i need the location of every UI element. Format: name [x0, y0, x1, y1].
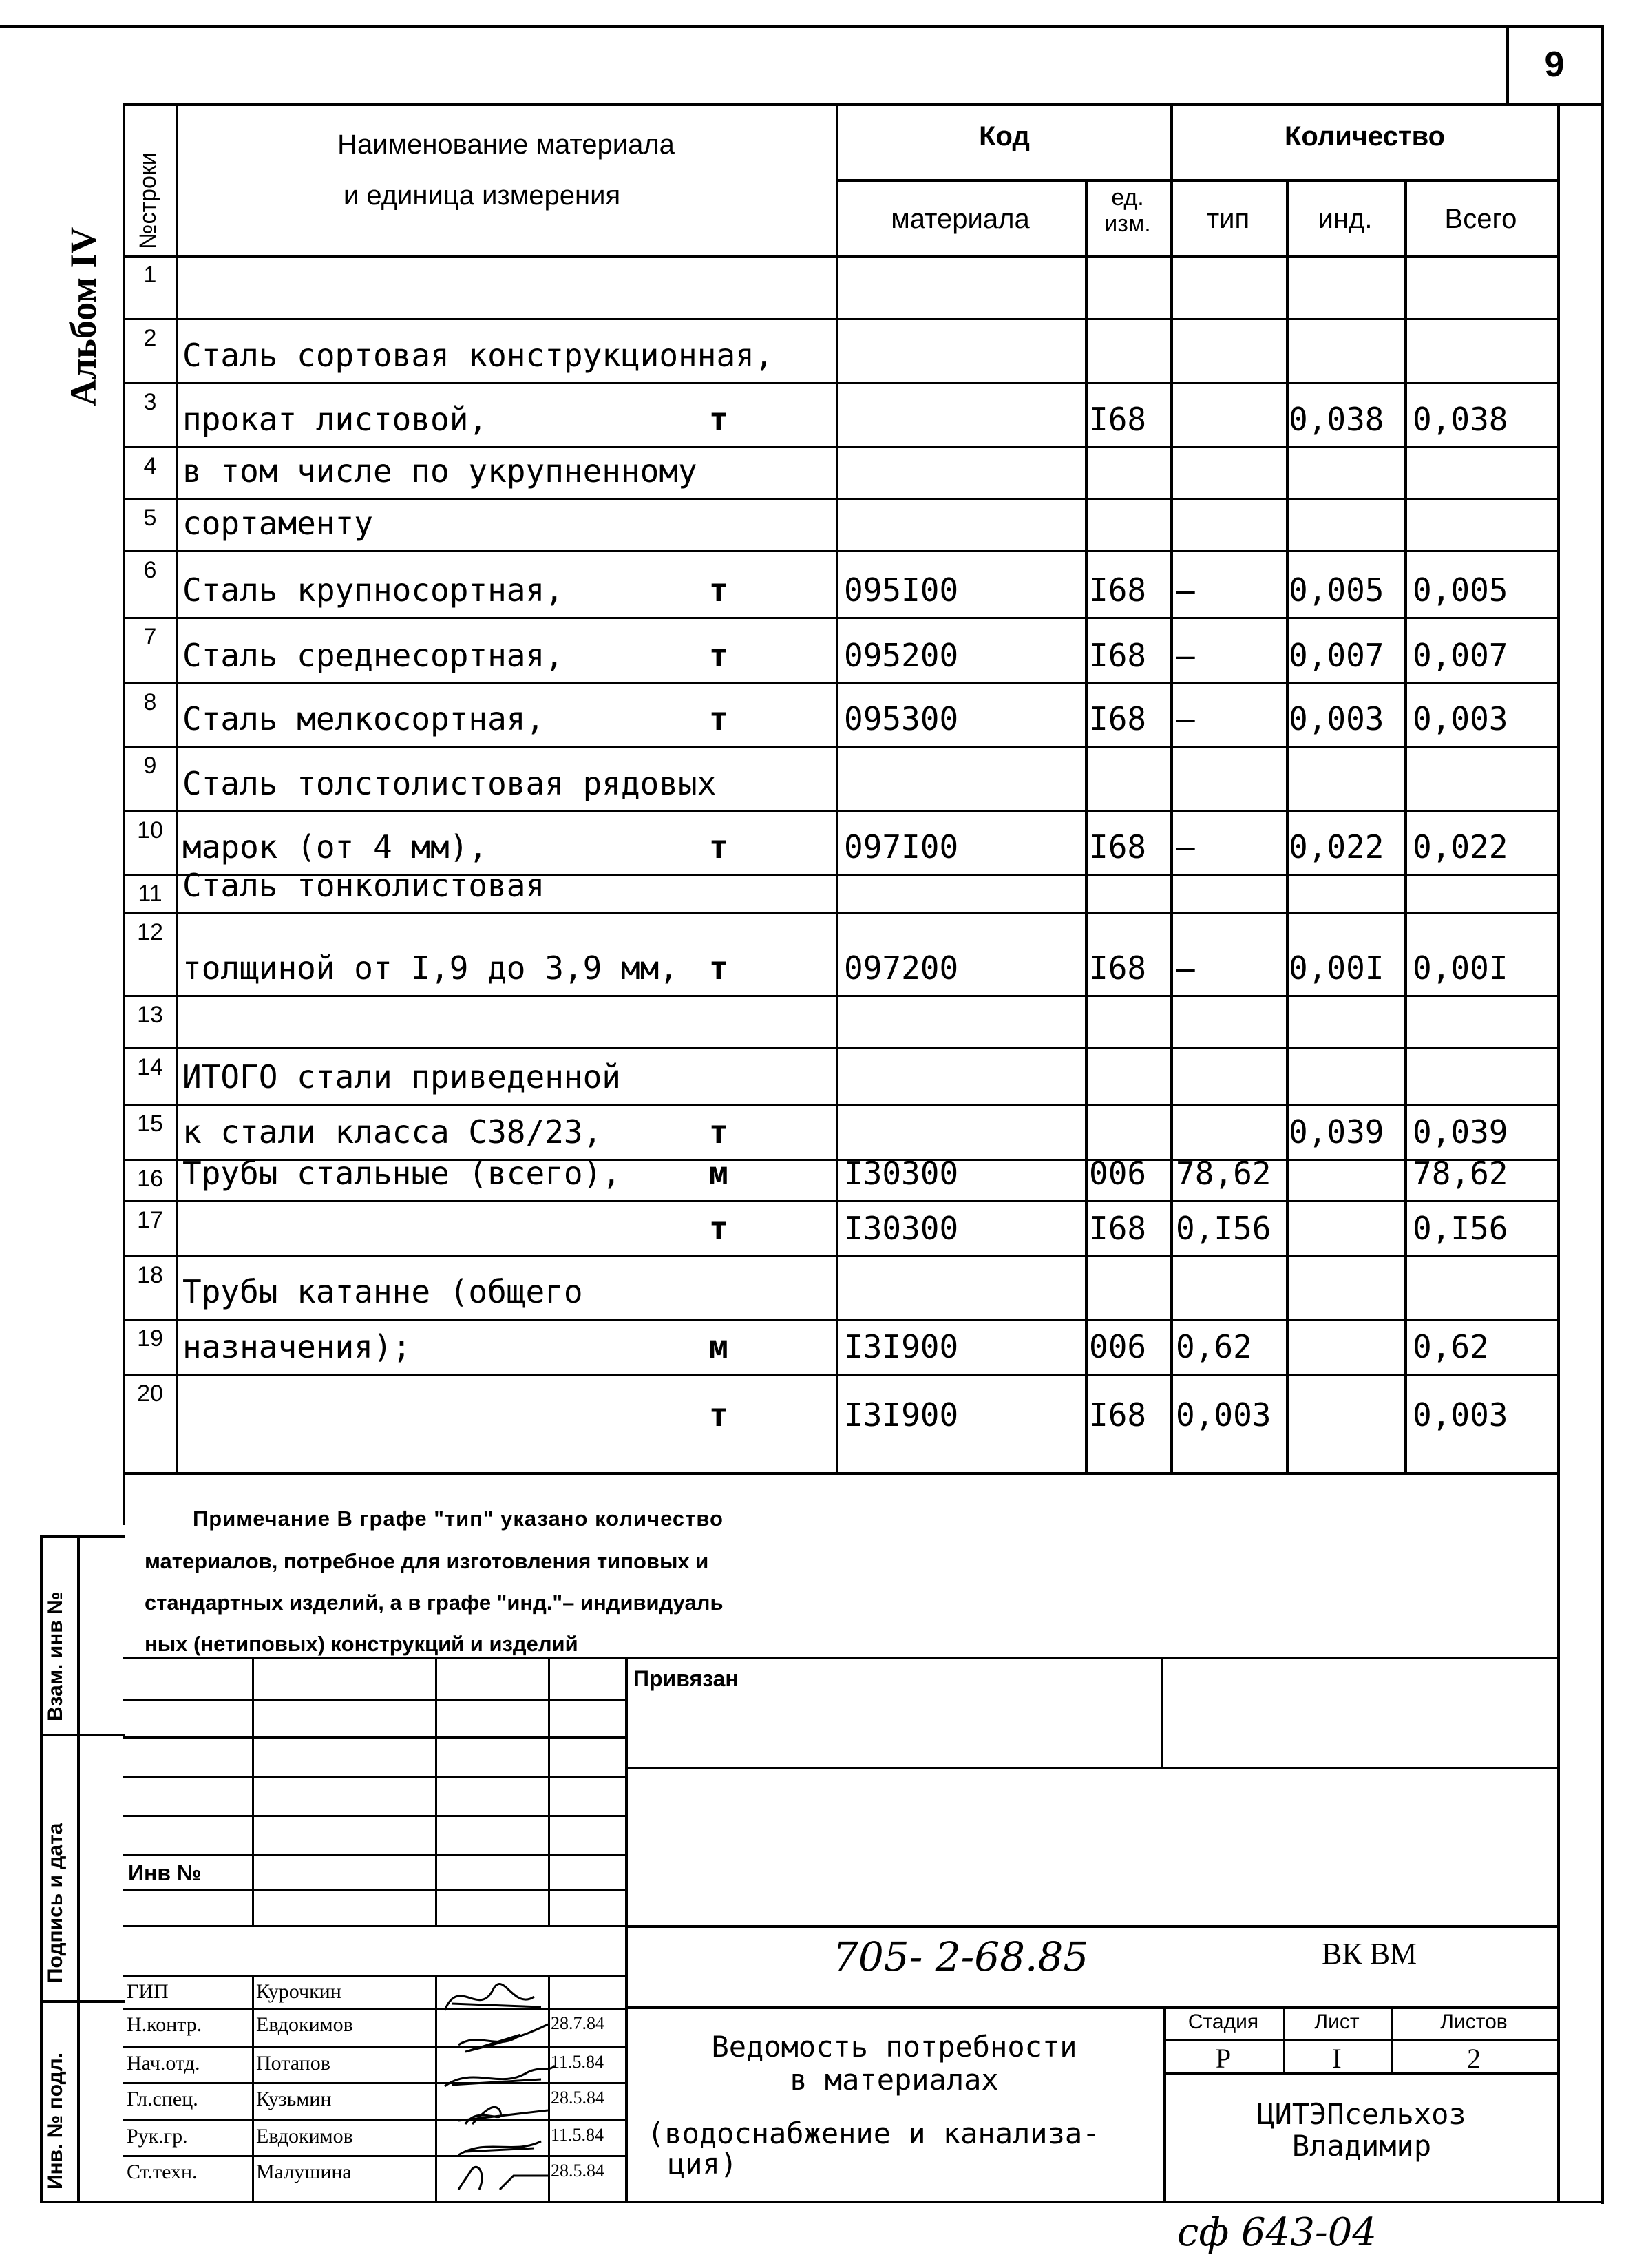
- staff-name: Курочкин: [256, 1980, 341, 2003]
- staff-date: 11.5.84: [551, 2052, 604, 2072]
- row-code: I30300: [844, 1210, 959, 1247]
- row-type: 0,I56: [1176, 1210, 1271, 1247]
- row-total: 0,038: [1413, 401, 1508, 438]
- document-title-line3: (водоснабжение и канализа-: [647, 2117, 1100, 2150]
- stamp-h-5: [123, 1854, 625, 1856]
- row-unit: 006: [1089, 1155, 1147, 1192]
- row-divider: [123, 617, 1560, 619]
- stamp-top: [123, 1657, 1560, 1659]
- row-name: Сталь мелкосортная,: [182, 700, 545, 737]
- header-quantity: Количество: [1284, 121, 1446, 151]
- row-unit-letter: м: [709, 1155, 728, 1192]
- row-unit-letter: м: [709, 1328, 728, 1365]
- row-divider: [123, 810, 1560, 812]
- row-unit: I68: [1089, 700, 1147, 737]
- row-divider: [123, 1319, 1560, 1321]
- stamp-h-4: [123, 1815, 625, 1817]
- note-line2: материалов, потребное для изготовления типовых и: [145, 1549, 709, 1573]
- col-divider-name: [176, 103, 178, 1473]
- margin-col-mid: [77, 1535, 80, 2203]
- row-unit: I68: [1089, 637, 1147, 674]
- row-divider: [123, 318, 1560, 320]
- row-number: 4: [143, 453, 157, 479]
- table-border-right: [1557, 103, 1560, 1473]
- header-name-line1: Наименование материала: [337, 129, 675, 160]
- staff-name: Евдокимов: [256, 2013, 353, 2036]
- row-ind: 0,022: [1289, 828, 1384, 865]
- header-total: Всего: [1444, 204, 1517, 234]
- row-unit: I68: [1089, 828, 1147, 865]
- sheet-label: Лист: [1314, 2010, 1360, 2033]
- row-number: 6: [143, 557, 157, 583]
- document-title-line1: Ведомость потребности: [711, 2030, 1077, 2064]
- row-divider: [123, 446, 1560, 448]
- page-top-border: [0, 25, 1604, 28]
- stamp-h-docnum: [625, 1925, 1560, 1928]
- row-number: 10: [137, 817, 163, 843]
- row-divider: [123, 995, 1560, 997]
- row-divider: [123, 682, 1560, 684]
- note-line3: стандартных изделий, а в графе "инд."– индивидуаль: [145, 1590, 724, 1615]
- note-line1: Примечание В графе "тип" указано количество: [193, 1506, 724, 1531]
- row-unit-letter: т: [709, 637, 728, 674]
- row-divider: [123, 1255, 1560, 1257]
- privyazan-label: Привязан: [633, 1666, 739, 1691]
- row-total: 0,003: [1413, 1396, 1508, 1434]
- staff-name: Евдокимов: [256, 2125, 353, 2148]
- header-name-line2: и единица измерения: [343, 180, 621, 211]
- organization-line1: ЦИТЭПсельхоз: [1257, 2097, 1466, 2131]
- row-number: 17: [137, 1207, 163, 1233]
- stamp-v-main: [625, 1657, 628, 2202]
- row-unit-letter: т: [709, 401, 728, 438]
- staff-role: Гл.спец.: [127, 2088, 198, 2110]
- sheets-value: 2: [1467, 2043, 1481, 2074]
- row-type: –: [1176, 828, 1195, 865]
- margin-label-vzam: Взам. инв №: [44, 1591, 67, 1721]
- row-total: 0,039: [1413, 1113, 1508, 1151]
- row-divider: [123, 550, 1560, 552]
- margin-div-1: [40, 1734, 125, 1736]
- handwritten-footer: сф 643-04: [1177, 2210, 1377, 2255]
- row-name: к стали класса С38/23,: [182, 1113, 602, 1151]
- row-ind: 0,038: [1289, 401, 1384, 438]
- row-unit: I68: [1089, 571, 1147, 609]
- staff-name: Потапов: [256, 2052, 330, 2075]
- row-divider: [123, 1200, 1560, 1202]
- header-subdivider: [836, 179, 1560, 182]
- row-unit: 006: [1089, 1328, 1147, 1365]
- col-divider-code: [836, 103, 838, 1473]
- row-name: Сталь среднесортная,: [182, 637, 564, 674]
- row-name: Трубы катанне (общего: [182, 1273, 583, 1310]
- row-unit-letter: т: [709, 700, 728, 737]
- organization-line2: Владимир: [1291, 2129, 1432, 2163]
- row-unit: I68: [1089, 949, 1147, 987]
- row-divider: [123, 1374, 1560, 1376]
- staff-name: Кузьмин: [256, 2088, 332, 2110]
- row-unit: I68: [1089, 1396, 1147, 1434]
- margin-label-signature: Подпись и дата: [44, 1823, 67, 1983]
- row-ind: 0,007: [1289, 637, 1384, 674]
- header-bottom: [123, 255, 1560, 258]
- row-code: I3I900: [844, 1328, 959, 1365]
- header-material: материала: [891, 204, 1030, 234]
- col-divider-unit: [1085, 179, 1088, 1473]
- sheet-value: I: [1332, 2043, 1342, 2074]
- row-type: 78,62: [1176, 1155, 1271, 1192]
- row-number: 13: [137, 1002, 163, 1028]
- album-label: Альбом IV: [63, 227, 104, 406]
- staff-role: ГИП: [127, 1980, 169, 2003]
- row-code: I3I900: [844, 1396, 959, 1434]
- row-number: 20: [137, 1380, 163, 1407]
- row-unit: I68: [1089, 1210, 1147, 1247]
- staff-name: Малушина: [256, 2161, 352, 2183]
- margin-label-inv: Инв. № подл.: [44, 2052, 67, 2190]
- row-ind: 0,039: [1289, 1113, 1384, 1151]
- note-line4: ных (нетиповых) конструкций и изделий: [145, 1632, 578, 1656]
- row-name: в том числе по укрупненному: [182, 452, 697, 490]
- row-name: марок (от 4 мм),: [182, 828, 488, 865]
- row-divider: [123, 1104, 1560, 1106]
- row-number: 5: [143, 505, 157, 531]
- stamp-h-stage-1: [1163, 2039, 1560, 2041]
- row-divider: [123, 746, 1560, 748]
- row-name: Трубы стальные (всего),: [182, 1155, 621, 1192]
- row-divider: [123, 382, 1560, 384]
- row-name: Сталь сортовая конструкционная,: [182, 337, 774, 374]
- stamp-h-6: [123, 1889, 625, 1891]
- header-code: Код: [979, 121, 1030, 151]
- row-type: –: [1176, 571, 1195, 609]
- row-total: 0,00I: [1413, 949, 1508, 987]
- staff-date: 28.7.84: [551, 2013, 604, 2033]
- stamp-h-privyazan: [625, 1767, 1560, 1769]
- row-unit-letter: т: [709, 949, 728, 987]
- stamp-v-date: [548, 1657, 550, 1925]
- row-divider: [123, 912, 1560, 914]
- inv-no-label: Инв №: [128, 1860, 202, 1885]
- header-ind: инд.: [1318, 204, 1373, 234]
- page-right-border: [1601, 25, 1604, 2204]
- header-row-number: №строки: [135, 152, 161, 249]
- table-border-left: [123, 103, 125, 1525]
- row-code: I30300: [844, 1155, 959, 1192]
- document-title-line4: ция): [668, 2147, 738, 2181]
- row-number: 3: [143, 389, 157, 415]
- header-unit: ед. изм.: [1104, 185, 1151, 237]
- row-number: 1: [143, 262, 157, 288]
- row-divider: [123, 1047, 1560, 1049]
- row-name: назначения);: [182, 1328, 412, 1365]
- stage-label: Стадия: [1187, 2010, 1259, 2033]
- document-title-line2: в материалах: [790, 2063, 999, 2097]
- staff-role: Нач.отд.: [127, 2052, 200, 2075]
- row-code: 095I00: [844, 571, 959, 609]
- row-type: –: [1176, 637, 1195, 674]
- header-type: тип: [1206, 204, 1250, 234]
- stage-value: Р: [1215, 2043, 1232, 2074]
- row-total: 0,022: [1413, 828, 1508, 865]
- table-top: [123, 103, 1560, 106]
- row-number: 11: [138, 881, 162, 907]
- page-number: 9: [1544, 45, 1565, 85]
- row-total: 0,I56: [1413, 1210, 1508, 1247]
- stamp-right: [1557, 1472, 1560, 2203]
- document-number: 705- 2-68.85: [833, 1933, 1089, 1980]
- row-total: 0,007: [1413, 637, 1508, 674]
- staff-role: Рук.гр.: [127, 2125, 188, 2148]
- staff-role: Ст.техн.: [127, 2161, 198, 2183]
- margin-col-left: [40, 1535, 43, 2203]
- row-unit: I68: [1089, 401, 1147, 438]
- table-bottom: [123, 1472, 1560, 1475]
- row-type: –: [1176, 949, 1195, 987]
- row-ind: 0,003: [1289, 700, 1384, 737]
- row-number: 7: [143, 624, 157, 650]
- row-unit-letter: т: [709, 828, 728, 865]
- row-name: Сталь крупносортная,: [182, 571, 564, 609]
- row-code: 097I00: [844, 828, 959, 865]
- row-code: 095300: [844, 700, 959, 737]
- row-number: 14: [137, 1054, 163, 1080]
- row-unit-letter: т: [709, 1113, 728, 1151]
- sheets-label: Листов: [1440, 2010, 1508, 2033]
- stamp-h-title: [625, 2006, 1560, 2009]
- row-name: Сталь толстолистовая рядовых: [182, 765, 717, 802]
- row-name: толщиной от I,9 до 3,9 мм,: [182, 949, 679, 987]
- row-total: 78,62: [1413, 1155, 1508, 1192]
- row-ind: 0,00I: [1289, 949, 1384, 987]
- staff-role: Н.контр.: [127, 2013, 202, 2036]
- row-total: 0,003: [1413, 700, 1508, 737]
- margin-top: [40, 1535, 125, 1538]
- row-type: –: [1176, 700, 1195, 737]
- stamp-v-sign: [435, 1657, 437, 1925]
- col-divider-total: [1404, 179, 1407, 1473]
- stamp-h-3: [123, 1776, 625, 1778]
- document-code: ВК ВМ: [1322, 1937, 1417, 1971]
- stamp-h-2: [123, 1736, 625, 1739]
- row-unit-letter: т: [709, 1210, 728, 1247]
- row-number: 19: [137, 1325, 163, 1352]
- row-unit-letter: т: [709, 571, 728, 609]
- row-name: ИТОГО стали приведенной: [182, 1058, 621, 1095]
- row-type: 0,003: [1176, 1396, 1271, 1434]
- row-name: Сталь тонколистовая: [182, 867, 545, 904]
- stamp-v-name: [252, 1657, 254, 1925]
- staff-date: 28.5.84: [551, 2161, 604, 2181]
- row-number: 12: [137, 919, 163, 945]
- staff-date: 28.5.84: [551, 2088, 604, 2108]
- col-divider-type: [1170, 103, 1173, 1473]
- row-number: 8: [143, 689, 157, 715]
- stamp-h-7: [123, 1925, 625, 1927]
- row-number: 9: [143, 753, 157, 779]
- row-name: сортаменту: [182, 505, 373, 542]
- row-code: 095200: [844, 637, 959, 674]
- margin-div-2: [40, 2000, 125, 2003]
- row-total: 0,62: [1413, 1328, 1489, 1365]
- margin-bottom: [40, 2201, 1603, 2203]
- row-number: 16: [137, 1166, 163, 1192]
- row-total: 0,005: [1413, 571, 1508, 609]
- staff-date: 11.5.84: [551, 2125, 604, 2145]
- row-code: 097200: [844, 949, 959, 987]
- row-number: 2: [143, 325, 157, 351]
- row-divider: [123, 498, 1560, 500]
- col-divider-ind: [1286, 179, 1289, 1473]
- row-name: прокат листовой,: [182, 401, 488, 438]
- row-number: 15: [137, 1111, 163, 1137]
- stamp-v-privyazan: [1161, 1657, 1163, 1767]
- row-number: 18: [137, 1262, 163, 1288]
- row-type: 0,62: [1176, 1328, 1252, 1365]
- row-ind: 0,005: [1289, 571, 1384, 609]
- stamp-h-1: [123, 1699, 625, 1701]
- row-unit-letter: т: [709, 1396, 728, 1434]
- signatures-scribbles: [438, 1969, 562, 2196]
